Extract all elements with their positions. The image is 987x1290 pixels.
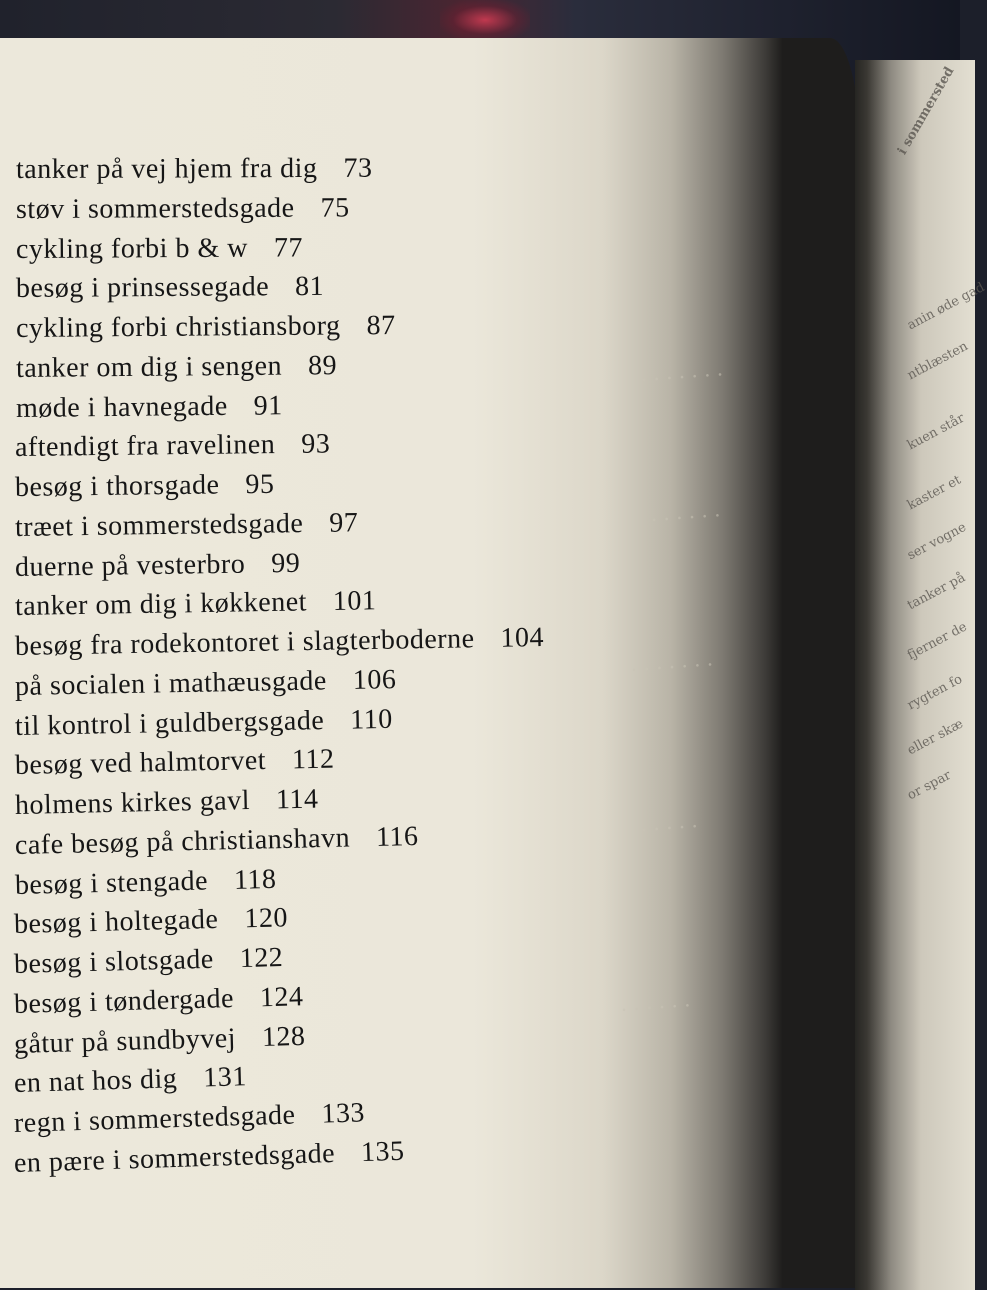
toc-entry [14, 1021, 306, 1061]
toc-entry [14, 1062, 248, 1101]
toc-entry [14, 903, 289, 942]
toc-entry [15, 507, 359, 544]
right-page-fragment: tanker på [905, 570, 968, 614]
toc-entry-page-number: 106 [352, 664, 397, 696]
toc-entry-title: holmens kirkes gavl [14, 785, 251, 822]
toc-entry-page-number: 97 [329, 507, 359, 539]
toc-entry-page-number: 122 [239, 942, 285, 975]
toc-entry [14, 942, 284, 981]
toc-entry-page-number: 104 [500, 622, 545, 654]
toc-entry [16, 310, 396, 345]
right-page-fragment: kuen står [905, 410, 968, 454]
right-page-fragment: i sommersted [895, 64, 958, 158]
toc-entry-page-number: 128 [261, 1020, 307, 1053]
toc-entry [15, 429, 331, 465]
toc-entry-page-number: 75 [320, 192, 350, 224]
right-page-fragment: eller skæ [905, 716, 966, 759]
toc-entry-page-number: 110 [349, 703, 393, 736]
right-page-fragment: or spar [905, 767, 954, 804]
toc-entry-title: tanker på vej hjem fra dig [15, 152, 318, 185]
toc-entry-title: en pære i sommerstedsgade [13, 1137, 336, 1179]
show-through-text: · · · · · [640, 814, 699, 842]
toc-entry [15, 622, 545, 663]
toc-entry-title: besøg ved halmtorvet [14, 745, 267, 782]
right-page-fragment: ser vogne [905, 519, 969, 564]
toc-entry-title: besøg i slotsgade [13, 944, 215, 981]
toc-entry [14, 981, 304, 1021]
toc-entry-title: til kontrol i guldbergsgade [14, 704, 325, 742]
toc-entry-page-number: 116 [375, 820, 419, 853]
toc-entry-title: besøg fra rodekontoret i slagterboderne [14, 623, 475, 663]
toc-entry [15, 586, 377, 624]
toc-entry-page-number: 95 [245, 468, 275, 501]
toc-entry [14, 744, 334, 782]
toc-entry-page-number: 91 [253, 389, 283, 422]
toc-entry-page-number: 93 [301, 428, 331, 461]
show-through-text: · · · · · · [650, 503, 722, 532]
right-page-fragment: rygten fo [905, 671, 965, 714]
toc-entry [15, 664, 397, 703]
toc-entry-title: cykling forbi b & w [15, 232, 248, 265]
toc-entry-page-number: 89 [307, 349, 337, 382]
right-page-fragment: fjerner de [905, 619, 970, 664]
toc-entry [15, 469, 275, 504]
toc-entry-title: besøg i stengade [14, 865, 208, 901]
toc-entry [15, 350, 336, 385]
toc-entry [15, 547, 301, 583]
toc-entry [15, 390, 282, 425]
toc-entry [16, 271, 324, 305]
toc-entry-title: møde i havnegade [15, 390, 228, 424]
toc-entry-title: duerne på vesterbro [14, 548, 246, 583]
toc-entry-page-number: 124 [259, 981, 305, 1014]
toc-entry-title: tanker om dig i sengen [15, 350, 282, 384]
show-through-text: · · · · · · [620, 993, 692, 1022]
toc-entry-title: gåtur på sundbyvej [13, 1022, 237, 1060]
toc-entry [14, 864, 276, 902]
toc-entry-page-number: 133 [321, 1097, 366, 1130]
show-through-text: · · · · · · · [640, 362, 725, 392]
toc-entry-page-number: 87 [366, 310, 396, 342]
toc-entry-title: besøg i prinsessegade [15, 271, 269, 305]
toc-entry [16, 192, 350, 226]
toc-entry-page-number: 118 [233, 863, 277, 896]
toc-entry [14, 1098, 366, 1141]
toc-entry [15, 703, 393, 742]
toc-entry-page-number: 112 [291, 743, 335, 776]
toc-entry-title: tanker om dig i køkkenet [14, 586, 308, 623]
toc-entry-page-number: 99 [271, 547, 301, 579]
toc-entry-title: besøg i tøndergade [13, 983, 235, 1020]
right-page-fragment: kaster et [905, 472, 964, 514]
toc-entry-page-number: 114 [275, 783, 319, 816]
toc-entry-page-number: 120 [244, 902, 289, 935]
toc-entry-title: støv i sommerstedsgade [15, 192, 295, 225]
toc-entry-page-number: 101 [332, 585, 377, 618]
toc-entry-title: aftendigt fra ravelinen [15, 429, 276, 464]
toc-entry [16, 232, 303, 266]
toc-entry [14, 784, 318, 822]
toc-entry-title: regn i sommerstedsgade [13, 1099, 296, 1140]
toc-entry [13, 1136, 405, 1180]
toc-entry-title: cafe besøg på christianshavn [14, 822, 350, 861]
toc-entry-title: på socialen i mathæusgade [14, 665, 328, 702]
right-page-fragment: ntblæsten [905, 338, 971, 384]
toc-entry-page-number: 135 [360, 1135, 405, 1169]
toc-entry-title: besøg i holtegade [14, 904, 220, 941]
toc-entry-page-number: 131 [202, 1061, 248, 1094]
toc-entry-page-number: 77 [273, 231, 303, 264]
toc-entry-title: besøg i thorsgade [15, 469, 220, 504]
toc-entry-page-number: 73 [343, 152, 373, 184]
toc-entry-title: cykling forbi christiansborg [15, 310, 341, 345]
toc-entry [16, 153, 373, 186]
toc-entry-title: træet i sommerstedsgade [15, 507, 304, 543]
toc-entry [14, 821, 418, 862]
toc-entry-title: en nat hos dig [13, 1063, 178, 1100]
toc-entry-page-number: 81 [294, 271, 324, 303]
show-through-text: · · · · · · · [630, 652, 715, 682]
right-page-fragment: anin øde gad [905, 280, 987, 334]
